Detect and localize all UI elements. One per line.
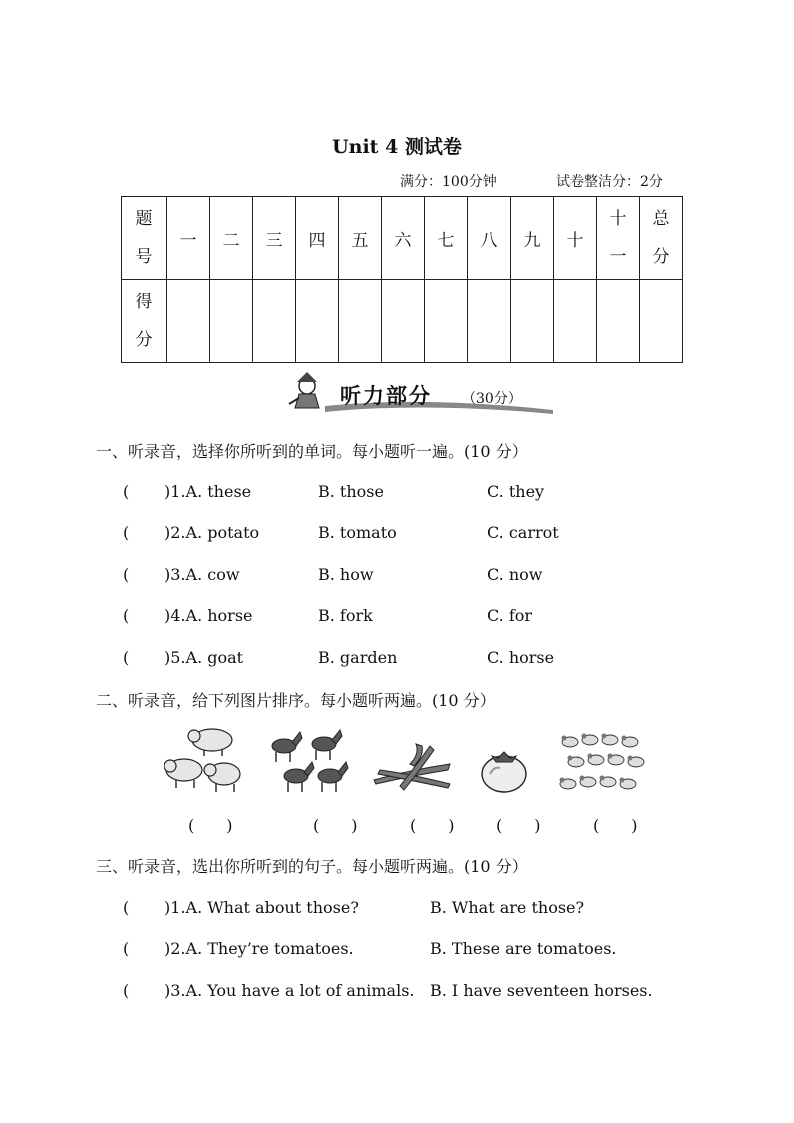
answer-paren[interactable]: ( (123, 565, 130, 584)
picture-answer-paren[interactable]: ( ) (313, 816, 358, 835)
col-header: 三 (253, 197, 296, 280)
horses-picture (266, 726, 354, 798)
picture-answer-paren[interactable]: ( ) (410, 816, 455, 835)
option-b: B. fork (318, 606, 373, 625)
option-c: C. for (487, 606, 533, 625)
answer-paren[interactable]: ( (123, 939, 130, 958)
sentence-option-b: B. These are tomatoes. (430, 939, 617, 958)
answer-paren[interactable]: ( (123, 482, 130, 501)
option-c: C. now (487, 565, 543, 584)
option-a: )1.A. these (164, 482, 252, 501)
tomato-picture (480, 748, 530, 794)
section-1-heading: 一、听录音，选择你所听到的单词。每小题听一遍。(10 分） (96, 442, 528, 461)
score-cell[interactable] (339, 280, 382, 363)
sentence-option-b: B. I have seventeen horses. (430, 981, 653, 1000)
score-cell[interactable] (296, 280, 339, 363)
sentence-option-a: )2.A. They’re tomatoes. (164, 939, 354, 958)
option-c: C. they (487, 482, 545, 501)
col-header-total: 总 分 (640, 197, 683, 280)
picture-answer-paren[interactable]: ( ) (188, 816, 233, 835)
col-header: 二 (210, 197, 253, 280)
col-header: 六 (382, 197, 425, 280)
full-score-label: 满分：100分钟 (400, 174, 497, 190)
sentence-option-b: B. What are those? (430, 898, 585, 917)
page-title: Unit 4 测试卷 (332, 136, 462, 158)
score-cell[interactable] (167, 280, 210, 363)
col-header: 四 (296, 197, 339, 280)
answer-paren[interactable]: ( (123, 648, 130, 667)
option-b: B. those (318, 482, 384, 501)
option-a: )3.A. cow (164, 565, 240, 584)
picture-answer-paren[interactable]: ( ) (496, 816, 541, 835)
option-c: C. horse (487, 648, 555, 667)
answer-paren[interactable]: ( (123, 523, 130, 542)
score-cell[interactable] (554, 280, 597, 363)
col-header: 九 (511, 197, 554, 280)
option-b: B. how (318, 565, 374, 584)
col-header: 一 (167, 197, 210, 280)
option-a: )4.A. horse (164, 606, 253, 625)
col-header-eleven: 十 一 (597, 197, 640, 280)
picture-answer-paren[interactable]: ( ) (593, 816, 638, 835)
cows-picture (164, 724, 242, 796)
cartoon-boy-icon (289, 372, 319, 408)
tidy-score-label: 试卷整洁分：2分 (556, 174, 663, 190)
row-label-question-number: 题 号 (122, 197, 167, 280)
col-header: 十 (554, 197, 597, 280)
option-a: )5.A. goat (164, 648, 244, 667)
score-table (121, 196, 683, 363)
score-cell[interactable] (597, 280, 640, 363)
option-b: B. garden (318, 648, 398, 667)
score-cell[interactable] (382, 280, 425, 363)
section-3-heading: 三、听录音，选出你所听到的句子。每小题听两遍。(10 分） (96, 857, 528, 876)
section-2-heading: 二、听录音，给下列图片排序。每小题听两遍。(10 分） (96, 691, 496, 710)
hens-picture (556, 728, 648, 798)
answer-paren[interactable]: ( (123, 981, 130, 1000)
answer-paren[interactable]: ( (123, 606, 130, 625)
listening-banner-label: 听力部分 (340, 384, 432, 408)
score-cell[interactable] (468, 280, 511, 363)
row-label-score: 得 分 (122, 280, 167, 363)
col-header: 七 (425, 197, 468, 280)
option-b: B. tomato (318, 523, 397, 542)
score-cell[interactable] (425, 280, 468, 363)
carrots-picture (370, 740, 454, 794)
listening-banner-score: （30分） (462, 391, 522, 407)
answer-paren[interactable]: ( (123, 898, 130, 917)
option-a: )2.A. potato (164, 523, 260, 542)
option-c: C. carrot (487, 523, 559, 542)
sentence-option-a: )1.A. What about those? (164, 898, 359, 917)
col-header: 五 (339, 197, 382, 280)
score-cell[interactable] (511, 280, 554, 363)
col-header: 八 (468, 197, 511, 280)
score-cell[interactable] (640, 280, 683, 363)
score-cell[interactable] (253, 280, 296, 363)
score-cell[interactable] (210, 280, 253, 363)
sentence-option-a: )3.A. You have a lot of animals. (164, 981, 415, 1000)
